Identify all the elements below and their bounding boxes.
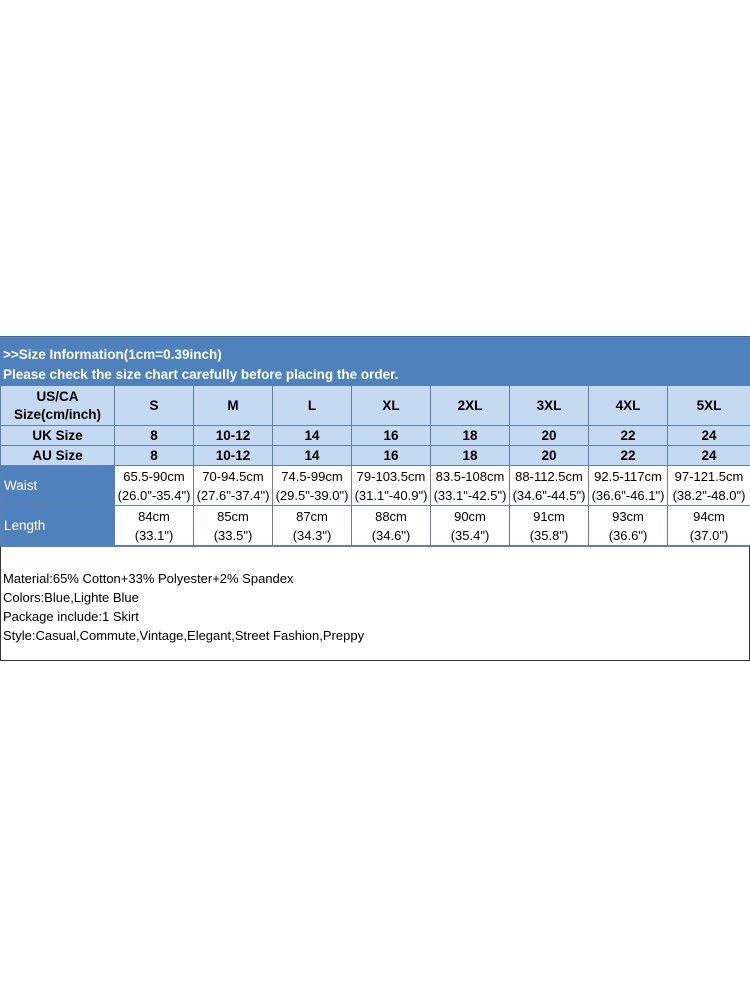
length-inch: (33.5") — [213, 527, 253, 543]
size-info-header — [0, 336, 750, 385]
uk-size-cell: 20 — [510, 426, 589, 446]
us-size-label-line1: US/CA — [36, 388, 79, 404]
waist-inch: (31.1"-40.9") — [354, 487, 428, 503]
waist-inch: (27.6"-37.4") — [196, 487, 270, 503]
length-inch: (33.1") — [134, 527, 174, 543]
size-cell: S — [115, 386, 194, 426]
waist-cell — [510, 466, 589, 506]
waist-cm: 97-121.5cm — [674, 468, 744, 484]
colors-text: Colors:Blue,Lighte Blue — [3, 590, 139, 605]
uk-size-cell: 14 — [273, 426, 352, 446]
au-size-cell: 18 — [431, 446, 510, 466]
material-text: Material:65% Cotton+33% Polyester+2% Spandex — [3, 571, 294, 586]
length-cell — [194, 506, 273, 546]
waist-inch: (38.2"-48.0") — [672, 487, 746, 503]
length-row — [1, 506, 750, 546]
length-inch: (35.4") — [450, 527, 490, 543]
length-cm: 87cm — [296, 508, 328, 524]
uk-size-label: UK Size — [1, 426, 115, 446]
waist-cell — [668, 466, 750, 506]
package-text: Package include:1 Skirt — [3, 609, 139, 624]
waist-cm: 92.5-117cm — [594, 468, 662, 484]
length-cell — [431, 506, 510, 546]
length-inch: (35.8") — [529, 527, 569, 543]
uk-size-cell: 8 — [115, 426, 194, 446]
size-chart — [0, 336, 750, 661]
size-cell: XL — [352, 386, 431, 426]
us-size-label — [1, 386, 115, 426]
size-info-title: >>Size Information(1cm=0.39inch) — [3, 347, 222, 362]
waist-cm: 70-94.5cm — [202, 468, 264, 484]
size-cell: 4XL — [589, 386, 668, 426]
length-cell — [668, 506, 750, 546]
au-size-cell: 14 — [273, 446, 352, 466]
us-size-row — [1, 386, 750, 426]
length-cell — [352, 506, 431, 546]
au-size-cell: 22 — [589, 446, 668, 466]
style-text: Style:Casual,Commute,Vintage,Elegant,Street Fashion,Preppy — [3, 628, 365, 643]
au-size-cell: 20 — [510, 446, 589, 466]
product-info-box — [0, 546, 750, 661]
uk-size-cell: 18 — [431, 426, 510, 446]
waist-inch: (36.6"-46.1") — [591, 487, 665, 503]
au-size-cell: 8 — [115, 446, 194, 466]
length-cell — [273, 506, 352, 546]
length-cell — [115, 506, 194, 546]
waist-inch: (34.6"-44.5") — [512, 487, 586, 503]
waist-cell — [589, 466, 668, 506]
waist-label: Waist — [1, 466, 115, 506]
waist-cell — [194, 466, 273, 506]
waist-cm: 83.5-108cm — [435, 468, 505, 484]
waist-row — [1, 466, 750, 506]
waist-inch: (33.1"-42.5") — [433, 487, 507, 503]
waist-cm: 88-112.5cm — [515, 468, 583, 484]
size-info-note: Please check the size chart carefully before placing the order. — [3, 367, 399, 382]
size-table — [0, 385, 750, 546]
length-cm: 90cm — [454, 508, 486, 524]
waist-inch: (26.0"-35.4") — [117, 487, 191, 503]
waist-inch: (29.5"-39.0") — [275, 487, 349, 503]
size-cell: L — [273, 386, 352, 426]
length-cm: 84cm — [138, 508, 170, 524]
us-size-label-line2: Size(cm/inch) — [13, 406, 102, 422]
size-cell: 3XL — [510, 386, 589, 426]
length-inch: (37.0") — [689, 527, 729, 543]
length-cm: 91cm — [533, 508, 565, 524]
waist-cell — [431, 466, 510, 506]
length-cm: 88cm — [375, 508, 407, 524]
au-size-cell: 10-12 — [194, 446, 273, 466]
au-size-label: AU Size — [1, 446, 115, 466]
au-size-row — [1, 446, 750, 466]
uk-size-cell: 16 — [352, 426, 431, 446]
au-size-cell: 24 — [668, 446, 750, 466]
size-cell: M — [194, 386, 273, 426]
waist-cm: 74.5-99cm — [281, 468, 343, 484]
waist-cell — [352, 466, 431, 506]
waist-cm: 65.5-90cm — [123, 468, 185, 484]
size-cell: 5XL — [668, 386, 750, 426]
length-cell — [510, 506, 589, 546]
uk-size-cell: 24 — [668, 426, 750, 446]
uk-size-cell: 22 — [589, 426, 668, 446]
waist-cell — [273, 466, 352, 506]
length-label: Length — [1, 506, 115, 546]
length-cm: 85cm — [217, 508, 249, 524]
length-inch: (34.3") — [292, 527, 332, 543]
waist-cm: 79-103.5cm — [356, 468, 426, 484]
au-size-cell: 16 — [352, 446, 431, 466]
length-inch: (34.6") — [371, 527, 411, 543]
waist-cell — [115, 466, 194, 506]
size-cell: 2XL — [431, 386, 510, 426]
length-cm: 93cm — [612, 508, 644, 524]
length-inch: (36.6") — [608, 527, 648, 543]
uk-size-cell: 10-12 — [194, 426, 273, 446]
length-cm: 94cm — [693, 508, 725, 524]
length-cell — [589, 506, 668, 546]
uk-size-row — [1, 426, 750, 446]
